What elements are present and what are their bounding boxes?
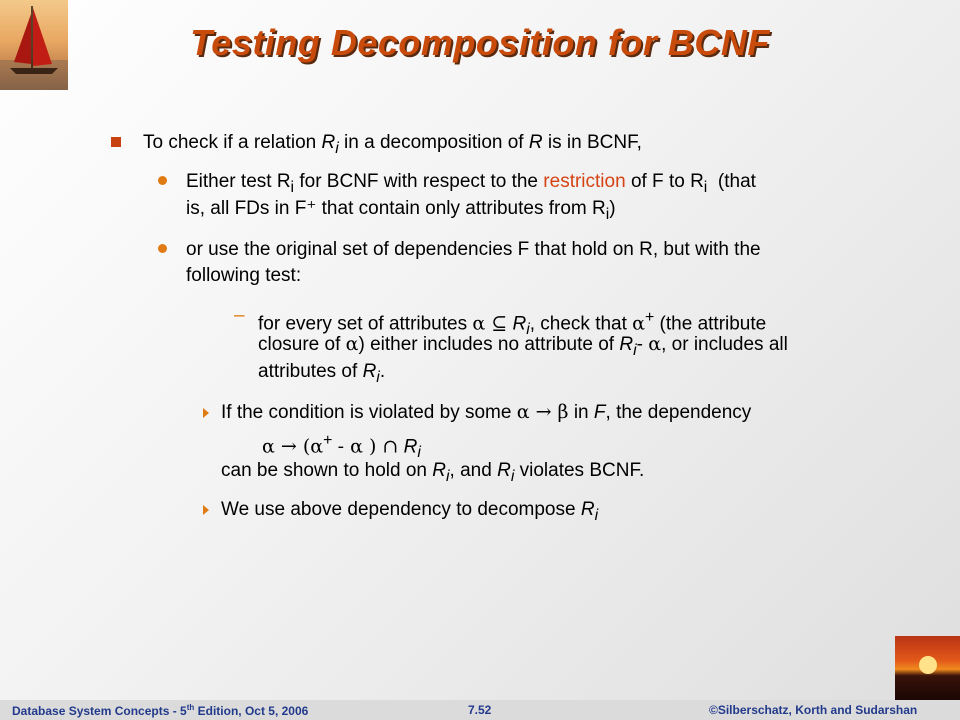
sub-bullet-original-set: or use the original set of dependencies F that hold on R, but with the <box>186 239 761 260</box>
footer-copyright: ©Silberschatz, Korth and Sudarshan <box>709 703 918 717</box>
dash-bullet-icon: – <box>234 305 245 326</box>
arrow-bullet-icon <box>203 408 209 418</box>
arrow-bullet-icon <box>203 505 209 515</box>
footer-book-edition: Database System Concepts - 5th Edition, Oct 5, 2006 <box>12 703 309 718</box>
footer-slide-number: 7.52 <box>468 703 492 717</box>
square-bullet-icon <box>111 137 121 147</box>
dash-attributes-line: attributes of $R_i$. <box>258 361 386 386</box>
sub-bullet-original-set-cont: following test: <box>186 265 302 286</box>
dash-closure-line: closure of α) either includes no attribute of $R_i-$ α, or includes all <box>258 333 788 359</box>
arrow-decompose: We use above dependency to decompose $R_i$ <box>221 499 599 524</box>
arrow-dependency-formula: α → (α+ - α ) ∩ $R_i$ <box>262 432 421 462</box>
slide-footer <box>0 700 960 720</box>
dash-for-every-set: for every set of attributes α ⊆ $R_i$, check that α+ (the attribute <box>258 309 767 339</box>
sub-bullet-either-test: Either test $R_i$ for BCNF with respect to the restriction of F to $R_i$ (that <box>186 171 756 196</box>
arrow-violates-bcnf: can be shown to hold on $R_i$, and $R_i$ violates BCNF. <box>221 460 645 485</box>
slide-title: Testing Decomposition for BCNF <box>190 22 770 63</box>
arrow-condition-violated: If the condition is violated by some α → β in F, the dependency <box>221 401 752 423</box>
bullet-check-relation: To check if a relation $R_i$ in a decomposition of R is in BCNF, <box>143 132 642 157</box>
round-bullet-icon <box>158 244 167 253</box>
sunset-logo <box>895 636 960 700</box>
sub-bullet-either-test-cont: is, all FDs in F⁺ that contain only attributes from $R_i$) <box>186 198 616 223</box>
round-bullet-icon <box>158 176 167 185</box>
restriction-highlight: restriction <box>543 171 626 192</box>
